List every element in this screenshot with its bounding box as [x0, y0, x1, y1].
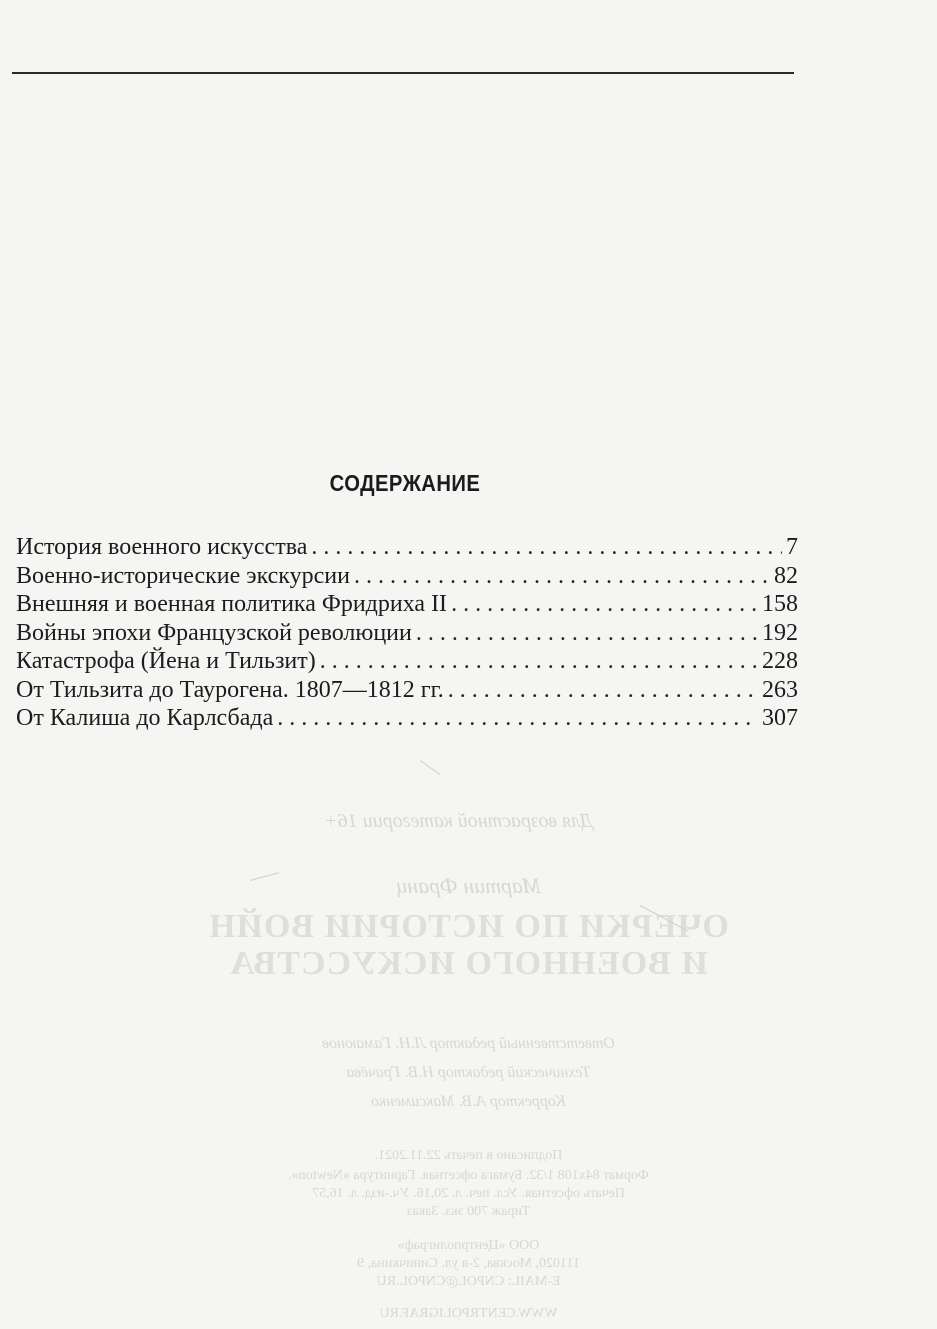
bleed-through-text: Мартин Франц [396, 873, 541, 898]
bleed-through-text: E-MAIL: CNPOL@CNPOL.RU [376, 1274, 561, 1289]
bleed-through-text: WWW.CENTRPOLIGRAF.RU [379, 1306, 558, 1321]
toc-entry[interactable] [16, 590, 798, 619]
bleed-through-text: Для возрастной категории 16+ [324, 810, 593, 832]
toc-entry[interactable] [16, 619, 798, 648]
top-rule [12, 72, 794, 74]
toc-entry-title: Военно-исторические экскурсии [16, 562, 350, 589]
toc-entry-page: 82 [774, 562, 798, 589]
bleed-through-text: 111020, Москва, 2-я ул. Синичкина, 9 [357, 1256, 580, 1271]
toc-entry-page: 192 [762, 619, 798, 646]
bleed-through-text: И ВОЕННОГО ИСКУССТВА [229, 945, 708, 982]
bleed-through-text: Технический редактор Н.В. Грачёва [346, 1064, 591, 1081]
bleed-through-text: ОЧЕРКИ ПО ИСТОРИИ ВОЙН [208, 908, 729, 945]
toc-entry[interactable] [16, 562, 798, 591]
toc-entry-title: Внешняя и военная политика Фридриха II [16, 591, 448, 617]
bleed-through-text: ООО «Центрполиграф» [397, 1238, 540, 1253]
toc-entry[interactable] [16, 704, 798, 733]
toc-entry[interactable] [16, 676, 798, 705]
toc-entry-title: От Калиша до Карлсбада [16, 705, 274, 731]
bleed-through-text: Формат 84x108 1/32. Бумага офсетная. Гарнитура «Newton». [288, 1168, 649, 1183]
toc-entry-page: 7 [786, 534, 798, 560]
toc-entry-page: 228 [762, 648, 798, 674]
toc-entry-title: Катастрофа (Йена и Тильзит) [16, 648, 316, 674]
bleed-through-text: Ответственный редактор Л.Н. Гамаюнов [322, 1035, 616, 1052]
toc-dot-leader [451, 590, 758, 619]
toc-entry-page: 263 [762, 676, 798, 703]
toc-dot-leader [320, 647, 758, 676]
toc-dot-leader [416, 619, 758, 648]
toc-entry-title: История военного искусства [16, 534, 308, 560]
toc-entry-title: От Тильзита до Таурогена. 1807—1812 гг. [16, 676, 444, 703]
bleed-through-text: Тираж 700 экз. Заказ [406, 1204, 531, 1219]
toc-entry[interactable] [16, 533, 798, 562]
toc-dot-leader [448, 676, 758, 705]
toc-heading: СОДЕРЖАНИЕ [329, 470, 481, 496]
bleed-through-text: Подписано в печать 22.11.2021. [374, 1148, 563, 1163]
toc-entry-page: 307 [762, 705, 798, 731]
bleed-through-text: Печать офсетная. Усл. печ. л. 20,16. Уч.-изд. л. 16,57 [312, 1186, 625, 1201]
toc-dot-leader [277, 704, 758, 733]
toc-entry-title: Войны эпохи Французской революции [16, 619, 412, 646]
bleed-through-text: Корректор А.В. Максименко [371, 1093, 566, 1110]
toc-dot-leader [311, 533, 782, 562]
toc-entry-page: 158 [762, 591, 798, 617]
toc-list [16, 533, 798, 733]
toc-entry[interactable] [16, 647, 798, 676]
paper-scratch [420, 760, 441, 775]
toc-dot-leader [354, 562, 770, 591]
